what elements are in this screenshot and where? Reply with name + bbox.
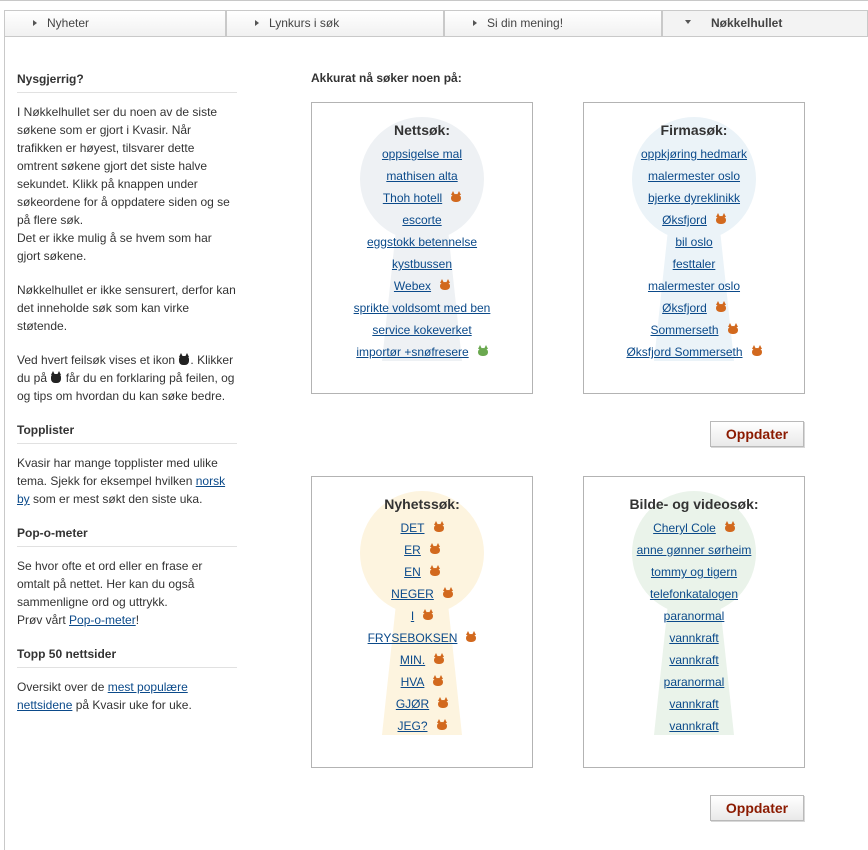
tab-nokkelhullet[interactable] <box>662 10 868 37</box>
fox-icon <box>51 374 61 383</box>
caret-down-icon <box>685 20 691 24</box>
query-link[interactable]: Øksfjord <box>662 301 707 315</box>
query-link[interactable]: vannkraft <box>669 653 719 667</box>
query-item <box>312 562 532 584</box>
topplister-text-b: som er mest søkt den siste uka. <box>29 492 203 506</box>
tab-label: Si din mening! <box>487 16 564 30</box>
box-title: Nyhetssøk: <box>384 496 460 512</box>
query-link[interactable]: Webex <box>393 279 432 293</box>
query-link[interactable]: service kokeverket <box>372 323 472 337</box>
query-item <box>584 342 804 364</box>
sidebar-heading-pop-o-meter: Pop-o-meter <box>17 524 237 547</box>
query-link[interactable]: MIN. <box>399 653 426 667</box>
update-button[interactable]: Oppdater <box>710 795 804 821</box>
query-item <box>312 254 532 276</box>
query-link[interactable]: JEG? <box>397 719 428 733</box>
query-link[interactable]: kystbussen <box>391 257 453 271</box>
query-list <box>312 518 532 738</box>
censor-text: Nøkkelhullet er ikke sensurert, derfor kan det inneholde søk som kan virke støtende. <box>17 283 236 333</box>
query-item <box>312 276 532 298</box>
firmasok-box <box>583 102 805 394</box>
sidebar <box>17 70 237 730</box>
sidebar-heading-topp50: Topp 50 nettsider <box>17 645 237 668</box>
caret-right-icon <box>473 20 477 26</box>
error-fox-icon[interactable] <box>438 700 448 708</box>
query-link[interactable]: paranormal <box>663 675 725 689</box>
query-item <box>584 672 804 694</box>
topp50-text-a: Oversikt over de <box>17 680 108 694</box>
query-item <box>312 672 532 694</box>
query-link[interactable]: bjerke dyreklinikk <box>647 191 741 205</box>
query-link[interactable]: GJØR <box>395 697 430 711</box>
query-item <box>312 320 532 342</box>
error-fox-icon[interactable] <box>451 194 461 202</box>
query-link[interactable]: importør +snøfresere <box>356 345 469 359</box>
query-link[interactable]: Sommerseth <box>650 323 719 337</box>
query-list <box>584 518 804 738</box>
query-item <box>584 144 804 166</box>
query-item <box>312 540 532 562</box>
query-link[interactable]: oppsigelse mal <box>381 147 463 161</box>
query-link[interactable]: eggstokk betennelse <box>366 235 478 249</box>
query-list <box>312 144 532 364</box>
error-fox-icon[interactable] <box>478 348 488 356</box>
sidebar-heading-topplister: Topplister <box>17 421 237 444</box>
error-fox-icon[interactable] <box>434 524 444 532</box>
query-link[interactable]: ER <box>404 543 421 557</box>
box-title: Firmasøk: <box>660 122 728 138</box>
tab-label: Nyheter <box>47 16 90 30</box>
query-link[interactable]: I <box>410 609 415 623</box>
fox-icon <box>179 356 189 365</box>
query-link[interactable]: paranormal <box>663 609 725 623</box>
error-fox-icon[interactable] <box>440 282 450 290</box>
query-item <box>584 254 804 276</box>
query-item <box>312 298 532 320</box>
query-link[interactable]: escorte <box>402 213 442 227</box>
query-link[interactable]: EN <box>404 565 421 579</box>
query-link[interactable]: tommy og tigern <box>650 565 738 579</box>
query-item <box>312 694 532 716</box>
query-item <box>584 716 804 738</box>
tab-si-din-mening[interactable] <box>444 10 662 36</box>
query-link[interactable]: vannkraft <box>669 631 719 645</box>
pop-o-meter-try: Prøv vårt <box>17 613 70 627</box>
query-item <box>584 320 804 342</box>
query-link[interactable]: malermester oslo <box>647 279 741 293</box>
pop-o-meter-text <box>17 557 237 629</box>
pop-o-meter-desc: Se hvor ofte et ord eller en frase er omtalt på nettet. Her kan du også sammenligne ord og uttrykk. <box>17 559 203 609</box>
pop-o-meter-link[interactable]: Pop-o-meter <box>69 613 136 627</box>
bilde-videosok-box <box>583 476 805 768</box>
top-border <box>0 0 868 1</box>
query-item <box>312 342 532 364</box>
intro-text: I Nøkkelhullet ser du noen av de siste søkene som er gjort i Kvasir. Når trafikken er høyest, tilsvarer dette omtrent søkene gjort det siste halve sekundet. Klikk på knappen under søkeordene for å oppdatere siden og se på flere søk. <box>17 105 230 227</box>
query-link[interactable]: oppkjøring hedmark <box>640 147 748 161</box>
query-item <box>584 628 804 650</box>
query-item <box>312 606 532 628</box>
topp50-text <box>17 678 237 714</box>
query-item <box>584 188 804 210</box>
box-title: Bilde- og videosøk: <box>629 496 759 512</box>
caret-right-icon <box>33 20 37 26</box>
query-link[interactable]: anne gønner sørheim <box>636 543 752 557</box>
query-item <box>584 518 804 540</box>
query-item <box>584 166 804 188</box>
sidebar-text <box>17 103 237 265</box>
query-item <box>312 166 532 188</box>
box-title: Nettsøk: <box>393 122 450 138</box>
query-item <box>584 210 804 232</box>
query-link[interactable]: telefonkatalogen <box>649 587 739 601</box>
query-item <box>584 694 804 716</box>
query-item <box>312 650 532 672</box>
error-fox-icon[interactable] <box>434 656 444 664</box>
query-item <box>584 540 804 562</box>
query-link[interactable]: HVA <box>400 675 425 689</box>
query-link[interactable]: Øksfjord Sommerseth <box>626 345 743 359</box>
privacy-text: Det er ikke mulig å se hvem som har gjort søkene. <box>17 231 212 263</box>
tab-nyheter[interactable] <box>4 10 226 36</box>
error-fox-icon[interactable] <box>728 326 738 334</box>
query-item <box>584 584 804 606</box>
query-item <box>312 628 532 650</box>
query-item <box>312 518 532 540</box>
error-fox-icon[interactable] <box>430 568 440 576</box>
tab-lynkurs[interactable] <box>226 10 444 36</box>
nettsok-box <box>311 102 533 394</box>
topp50-text-b: på Kvasir uke for uke. <box>72 698 192 712</box>
query-link[interactable]: DET <box>400 521 425 535</box>
error-text-b: . Klikker du på <box>17 353 234 385</box>
query-link[interactable]: bil oslo <box>675 235 713 249</box>
caret-right-icon <box>255 20 259 26</box>
query-link[interactable]: vannkraft <box>669 697 719 711</box>
query-item <box>312 232 532 254</box>
query-item <box>584 276 804 298</box>
query-item <box>584 232 804 254</box>
populaere-nettsider-link[interactable]: mest populære nettsidene <box>17 680 188 712</box>
tab-bar <box>4 10 868 36</box>
nyhetssok-box <box>311 476 533 768</box>
query-link[interactable]: Øksfjord <box>662 213 707 227</box>
error-fox-icon[interactable] <box>752 348 762 356</box>
query-link[interactable]: NEGER <box>391 587 434 601</box>
tab-label: Lynkurs i søk <box>269 16 340 30</box>
query-link[interactable]: vannkraft <box>669 719 719 733</box>
query-item <box>584 650 804 672</box>
query-item <box>312 188 532 210</box>
error-fox-icon[interactable] <box>433 678 443 686</box>
topplister-text-a: Kvasir har mange topplister med ulike tema. Sjekk for eksempel hvilken <box>17 456 218 488</box>
query-item <box>312 716 532 738</box>
update-button[interactable]: Oppdater <box>710 421 804 447</box>
error-fox-icon[interactable] <box>725 524 735 532</box>
query-list <box>584 144 804 364</box>
query-link[interactable]: malermester oslo <box>647 169 741 183</box>
error-fox-icon[interactable] <box>437 722 447 730</box>
error-text-c: får du en forklaring på feilen, og og tips om hvordan du kan søke bedre. <box>17 371 235 403</box>
error-fox-icon[interactable] <box>430 546 440 554</box>
query-item <box>312 144 532 166</box>
query-link[interactable]: Cheryl Cole <box>653 521 716 535</box>
error-fox-icon[interactable] <box>423 612 433 620</box>
error-text-a: Ved hvert feilsøk vises et ikon <box>17 353 179 367</box>
query-item <box>312 584 532 606</box>
sidebar-heading-nysgjerrig: Nysgjerrig? <box>17 70 237 93</box>
query-link[interactable]: Thoh hotell <box>382 191 443 205</box>
pop-o-meter-excl: ! <box>135 613 140 627</box>
query-item <box>584 606 804 628</box>
query-item <box>584 562 804 584</box>
topplister-text <box>17 454 237 508</box>
query-link[interactable]: FRYSEBOKSEN <box>367 631 458 645</box>
query-link[interactable]: festtaler <box>672 257 716 271</box>
norsk-by-link[interactable]: norsk by <box>17 474 226 506</box>
error-fox-icon[interactable] <box>466 634 476 642</box>
error-fox-icon[interactable] <box>716 216 726 224</box>
error-fox-icon[interactable] <box>716 304 726 312</box>
searches-heading: Akkurat nå søker noen på: <box>311 71 462 85</box>
query-item <box>584 298 804 320</box>
error-icon-text <box>17 351 237 405</box>
query-link[interactable]: sprikte voldsomt med ben <box>353 301 491 315</box>
error-fox-icon[interactable] <box>443 590 453 598</box>
query-item <box>312 210 532 232</box>
tab-label: Nøkkelhullet <box>711 16 783 30</box>
query-link[interactable]: mathisen alta <box>386 169 458 183</box>
